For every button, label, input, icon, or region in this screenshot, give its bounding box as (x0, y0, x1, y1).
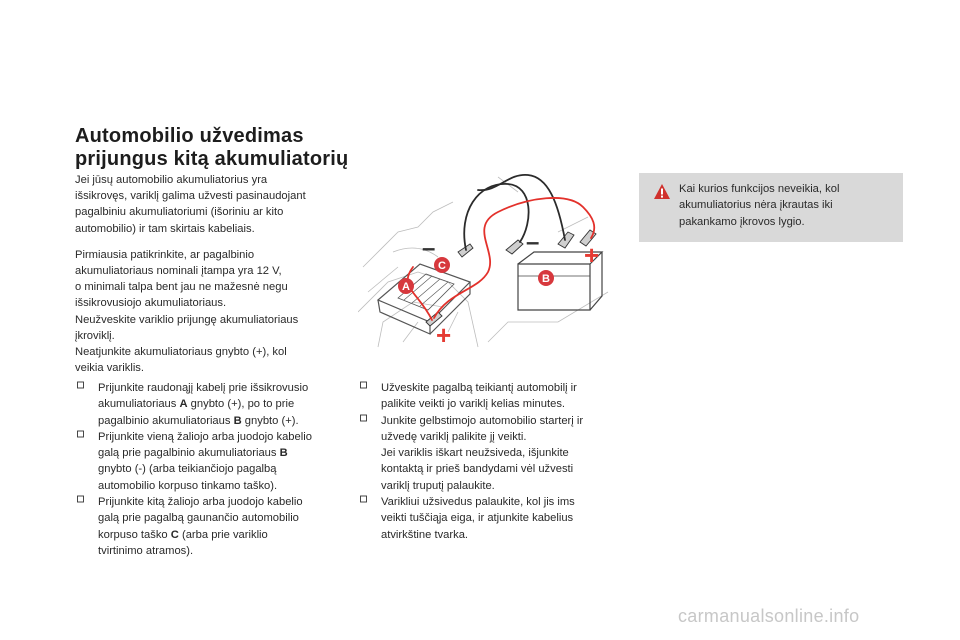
jumper-cables (408, 175, 595, 320)
step-line: Varikliui užsivedus palaukite, kol jis ims (381, 496, 575, 509)
page-title (75, 125, 375, 171)
step-text: gnybto (+). (241, 414, 299, 427)
list-item (358, 494, 623, 543)
steps-list-right (358, 380, 623, 543)
label-a: A (402, 281, 410, 293)
step-text: pagalbinio akumuliatoriaus (98, 414, 234, 427)
step-text: gnybto (+), po to prie (187, 398, 295, 411)
checkbox-bullet-icon (77, 494, 85, 510)
jump-start-illustration (358, 172, 610, 352)
checkbox-bullet-icon (360, 413, 368, 429)
terminal-label: C (170, 528, 179, 541)
step-line (98, 445, 345, 461)
intro-line: išsikrovusiojo akumuliatoriaus. (75, 297, 227, 310)
list-item (358, 413, 623, 494)
callout-c (434, 257, 450, 273)
step-line: Junkite gelbstimojo automobilio starterį ir (381, 414, 584, 427)
terminal-label: B (279, 447, 288, 460)
plus-sign-discharged: + (436, 320, 452, 350)
intro-line: Neatjunkite akumuliatoriaus gnybto (+), kol (75, 346, 287, 359)
step-line: automobilio korpuso tinkamo taško). (98, 479, 278, 492)
intro-line: pagalbiniu akumuliatoriumi (išoriniu ar kito (75, 206, 284, 219)
checkbox-bullet-icon (77, 380, 85, 396)
step-line: užvedę variklį palikite jį veikti. (381, 430, 527, 443)
step-line (98, 527, 345, 543)
intro-line: įkroviklį. (75, 329, 115, 342)
step-line: atvirkštine tvarka. (381, 528, 469, 541)
step-line: gnybto (-) (arba teikiančiojo pagalbą (98, 463, 277, 476)
step-line (98, 396, 345, 412)
list-item (75, 494, 345, 559)
step-text: (arba prie variklio (178, 528, 268, 541)
steps-list-left (75, 380, 345, 559)
intro-line: o minimali talpa bent jau ne mažesnė negu (75, 281, 288, 294)
step-line: Užveskite pagalbą teikiantį automobilį ir (381, 382, 577, 394)
page-title-line-2: prijungus kitą akumuliatorių (75, 148, 349, 170)
step-text: korpuso taško (98, 528, 171, 541)
step-text: galą prie pagalbinio akumuliatoriaus (98, 447, 280, 460)
checkbox-bullet-icon (77, 429, 85, 445)
step-line: Jei variklis iškart neužsiveda, išjunkite (381, 447, 569, 460)
callout-a (398, 278, 414, 294)
step-line: Prijunkite kitą žaliojo arba juodojo kabelio (98, 496, 303, 509)
label-c: C (438, 260, 446, 272)
warning-exclamation-icon (653, 183, 671, 201)
warning-text (679, 181, 894, 230)
step-text: akumuliatoriaus (98, 398, 180, 411)
page-title-line-1: Automobilio užvedimas (75, 125, 304, 147)
discharged-battery (378, 264, 470, 334)
intro-line: Neužveskite variklio prijungę akumuliatoriaus (75, 313, 299, 326)
checkbox-bullet-icon (360, 380, 368, 396)
list-item (75, 380, 345, 429)
plus-sign-booster: + (584, 240, 600, 270)
step-line (98, 413, 345, 429)
watermark-text: carmanualsonline.info (678, 606, 860, 626)
step-line: kontaktą ir prieš bandydami vėl užvesti (381, 463, 574, 476)
step-line: tvirtinimo atramos). (98, 544, 194, 557)
checkbox-bullet-icon (360, 494, 368, 510)
intro-line: išsikrovęs, variklį galima užvesti pasinaudojant (75, 190, 306, 203)
warning-line: akumuliatorius nėra įkrautas iki (679, 199, 833, 212)
step-line: galą prie pagalbą gaunančio automobilio (98, 512, 299, 525)
step-line: palikite veikti jo variklį kelias minutes. (381, 398, 566, 411)
terminal-label: B (233, 414, 242, 427)
callout-b (538, 270, 554, 286)
warning-line: pakankamo įkrovos lygio. (679, 215, 805, 228)
intro-line: Pirmiausia patikrinkite, ar pagalbinio (75, 248, 255, 261)
intro-line: akumuliatoriaus nominali įtampa yra 12 V, (75, 265, 282, 278)
intro-paragraph-1 (75, 172, 345, 237)
intro-paragraph-2 (75, 247, 345, 377)
intro-line: veikia variklis. (75, 362, 145, 375)
step-line: veikti tuščiąja eiga, ir atjunkite kabelius (381, 512, 574, 525)
intro-text (75, 172, 345, 386)
warning-line: Kai kurios funkcijos neveikia, kol (679, 183, 840, 195)
intro-line: automobilio) ir tam skirtais kabeliais. (75, 222, 255, 235)
warning-note (639, 173, 903, 242)
step-line: variklį truputį palaukite. (381, 479, 495, 492)
intro-line: Jei jūsų automobilio akumuliatorius yra (75, 174, 268, 186)
terminal-label: A (179, 398, 188, 411)
step-line: Prijunkite vieną žaliojo arba juodojo kabelio (98, 430, 312, 443)
minus-sign-left: – (422, 235, 436, 262)
label-b: B (542, 273, 550, 285)
step-line: Prijunkite raudonąjį kabelį prie išsikrovusio (98, 382, 309, 394)
cable-clamps (426, 230, 596, 326)
list-item (358, 380, 623, 413)
minus-sign-right: – (526, 229, 540, 256)
list-item (75, 429, 345, 494)
engine-bay-drawing (358, 177, 608, 347)
